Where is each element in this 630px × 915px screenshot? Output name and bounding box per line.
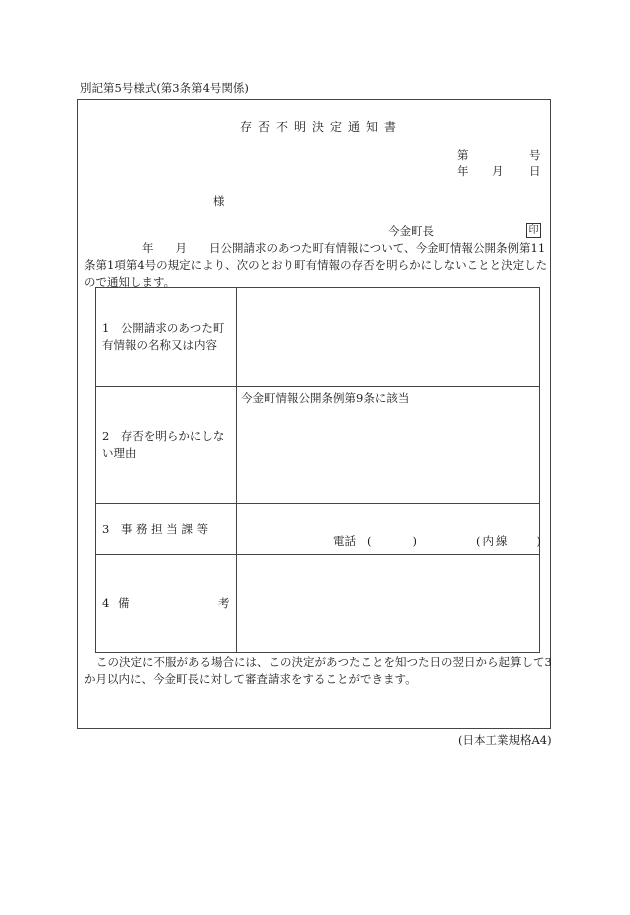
addressee-suffix: 様	[213, 194, 225, 208]
body-text: 日公開請求のあつた町有情報について、今金町情報公開条例第11条第1項第4号の規定により、次のとおり町有情報の存否を明らかにしないことと決定したので通知します。	[84, 241, 548, 289]
reason-text: 今金町情報公開条例第9条に該当	[241, 391, 410, 405]
row-value	[237, 288, 540, 387]
row-label-text: 3 事 務 担 当 課 等	[102, 521, 209, 536]
row-label	[96, 288, 237, 387]
paper-standard-note: (日本工業規格A4)	[458, 733, 552, 747]
date-year: 年	[457, 164, 469, 178]
row-label	[96, 555, 237, 653]
row-value	[237, 504, 543, 555]
issuer-name: 今金町長	[388, 224, 434, 238]
form-caption: 別記第5号様式(第3条第4号関係)	[80, 81, 249, 95]
row-label-text: 2 存否を明らかにしない理由	[102, 429, 225, 460]
row-label-a: 備	[118, 596, 130, 610]
footer-note: この決定に不服がある場合には、この決定があつたことを知つた日の翌日から起算して3か月以内に、今金町長に対して審査請求をすることができます。	[84, 655, 552, 686]
table-row	[96, 288, 540, 387]
table-row	[96, 387, 540, 504]
document-title: 存否不明決定通知書	[240, 120, 403, 134]
number-suffix: 号	[529, 148, 541, 162]
date-day: 日	[529, 164, 541, 178]
notice-table	[95, 287, 543, 653]
row-value	[237, 555, 540, 653]
row-value	[237, 387, 540, 504]
table-row	[96, 504, 540, 555]
body-paragraph	[84, 240, 554, 291]
body-date-month: 月	[175, 241, 187, 255]
table-row	[96, 555, 540, 653]
row-label-text: 1 公開請求のあつた町有情報の名称又は内容	[102, 321, 225, 352]
phone-parens: ( )	[367, 534, 423, 548]
seal-mark	[526, 223, 541, 238]
seal-box: 印	[526, 223, 541, 238]
number-prefix: 第	[457, 148, 469, 162]
date-month: 月	[492, 164, 504, 178]
row-label	[96, 387, 237, 504]
body-date-year: 年	[142, 241, 154, 255]
row-label-num: 4	[102, 596, 110, 610]
row-label	[96, 504, 237, 555]
row-label-b: 考	[218, 596, 230, 610]
phone-label: 電話	[333, 534, 356, 548]
extension-label: (内線 )	[476, 534, 543, 548]
